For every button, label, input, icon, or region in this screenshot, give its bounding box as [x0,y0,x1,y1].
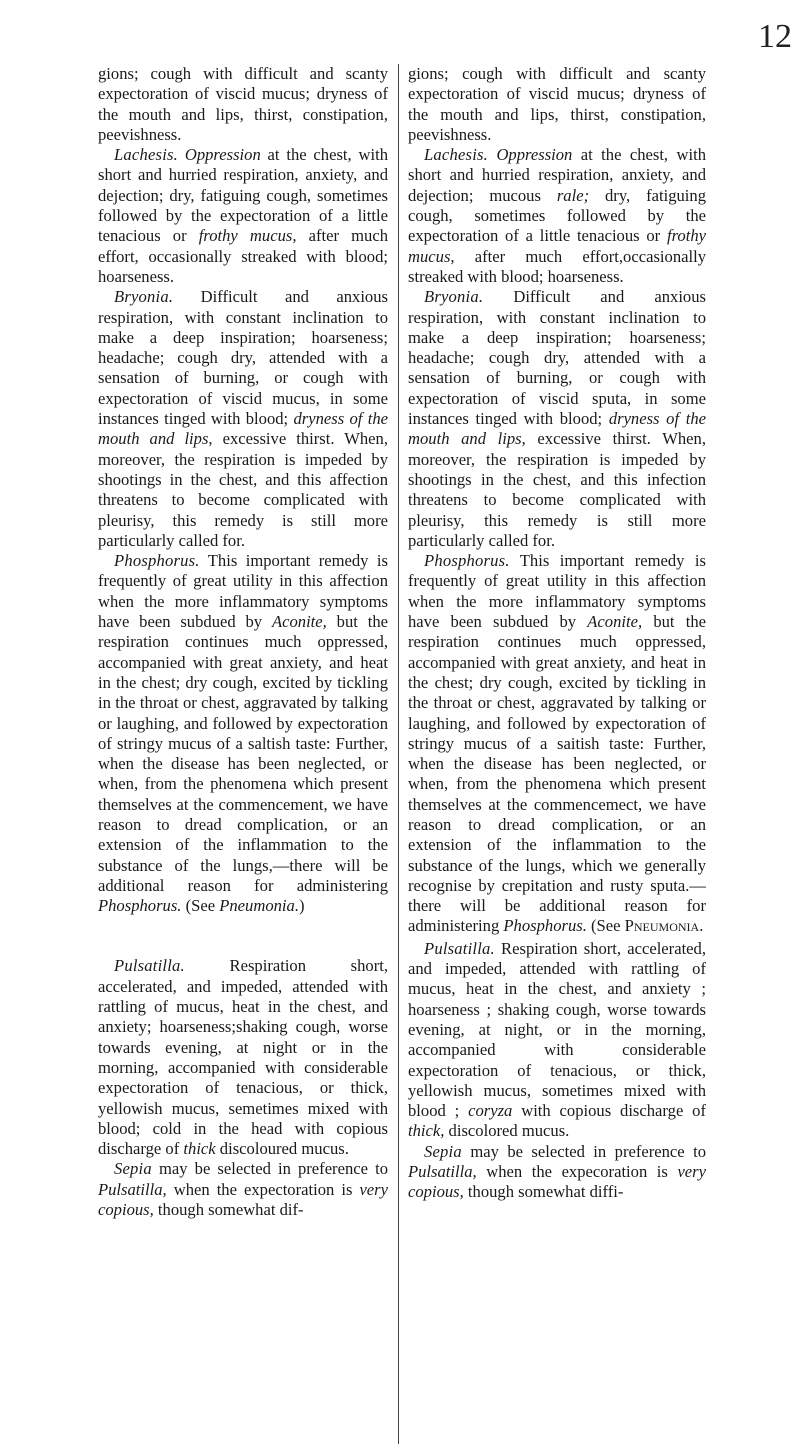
page-number: 12 [758,18,792,55]
remedy-name: Bryonia. [424,287,484,307]
right-column [408,64,706,1203]
remedy-name: Pulsatilla. [424,938,495,958]
remedy-name: Sepia [114,1159,152,1179]
paragraph-pulsatilla: Pulsatilla. Respiration short, accelerated, and impeded, attended with rattling of mucus, heat in the chest, and anxiety; hoarseness;shaking cough, worse towards evening, at night or in the morning, accompanied with considerable expectoration of tenacious, or thick, yellowish mucus, semetimes mixed with blood; cold in the head with copious discharge of thick discoloured mucus. [98,956,388,1159]
paragraph-continuation: gions; cough with difficult and scanty expectoration of viscid mucus; dryness of the mouth and lips, thirst, constipation, peevishness. [408,64,706,144]
column-divider [398,64,399,1444]
remedy-name: Phosphorus. [114,551,200,571]
paragraph-sepia: Sepia may be selected in preference to Pulsatilla, when the expecoration is very copious, though somewhat diffi- [408,1141,706,1202]
remedy-name: Pulsatilla. [114,956,185,976]
remedy-name: Bryonia. [114,287,174,307]
paragraph-phosphorus: Phosphorus. This important remedy is frequently of great utility in this affection when the more inflammatory symptoms have been subdued by Aconite, but the respiration continues much oppressed, accompanied with great anxiety, and heat in the chest; dry cough, excited by tickling in the throat or chest, aggravated by talking or laughing, and followed by expectoration of stringy mucus of a saitish taste: Further, when the disease has been neglected, or when, from the phenomena which present themselves at the commencemect, we have reason to dread complication, or an extension of the inflammation to the substance of the lungs, which we generally recognise by crepitation and rusty sputa.—there will be additional reason for administering Phosphorus. (See Pneumonia. [408,551,706,936]
remedy-name: Lachesis. [424,145,489,165]
remedy-name: Phosphorus. [424,551,510,571]
paragraph-bryonia: Bryonia. Difficult and anxious respiration, with constant inclination to make a deep inspiration; hoarseness; headache; cough dry, attended with a sensation of burning, or cough with expectoration of viscid sputa, in some instances tinged with blood; dryness of the mouth and lips, excessive thirst. When, moreover, the respiration is impeded by shootings in the chest, and this infection threatens to become complicated with pleurisy, this remedy is still more particularly called for. [408,287,706,550]
left-column [98,64,388,1220]
paragraph-phosphorus: Phosphorus. This important remedy is frequently of great utility in this affection when the more inflammatory symptoms have been subdued by Aconite, but the respiration continues much oppressed, accompanied with great anxiety, and heat in the chest; dry cough, excited by tickling in the throat or chest, aggravated by talking or laughing, and followed by expectoration of stringy mucus of a saltish taste: Further, when the disease has been neglected, or when, from the phenomena which present themselves at the commencement, we have reason to dread complication, or an extension of the inflammation to the substance of the lungs,—there will be additional reason for administering Phosphorus. (See Pneumonia.) [98,551,388,916]
paragraph-continuation: gions; cough with difficult and scanty expectoration of viscid mucus; dryness of the mouth and lips, thirst, constipation, peevishness. [98,64,388,144]
paragraph-lachesis: Lachesis. Oppression at the chest, with short and hurried respiration, anxiety, and dejection; dry, fatiguing cough, sometimes followed by the expectoration of a little tenacious or frothy mucus, after much effort, occasionally streaked with blood; hoarseness. [98,145,388,286]
remedy-name: Sepia [424,1141,462,1161]
paragraph-lachesis: Lachesis. Oppression at the chest, with short and hurried respiration, anxiety, and dejection; mucous rale; dry, fatiguing cough, sometimes followed by the expectoration of a little tenacious or frothy mucus, after much effort,occasionally streaked with blood; hoarseness. [408,145,706,286]
remedy-name: Lachesis. [114,145,179,165]
paragraph-pulsatilla: Pulsatilla. Respiration short, accelerated, and impeded, attended with rattling of mucus, heat in the chest, and anxiety ; hoarseness ; shaking cough, worse towards evening, at night, or in the morning, accompanied with considerable expectoration of tenacious, or thick, yellowish mucus, sometimes mixed with blood ; coryza with copious discharge of thick, discolored mucus. [408,938,706,1141]
paragraph-sepia: Sepia may be selected in preference to Pulsatilla, when the expectoration is very copious, though somewhat dif- [98,1159,388,1220]
paragraph-bryonia: Bryonia. Difficult and anxious respiration, with constant inclination to make a deep inspiration; hoarseness; headache; cough dry, attended with a sensation of burning, or cough with expectoration of viscid mucus, in some instances tinged with blood; dryness of the mouth and lips, excessive thirst. When, moreover, the respiration is impeded by shootings in the chest, and this affection threatens to become complicated with pleurisy, this remedy is still more particularly called for. [98,287,388,550]
